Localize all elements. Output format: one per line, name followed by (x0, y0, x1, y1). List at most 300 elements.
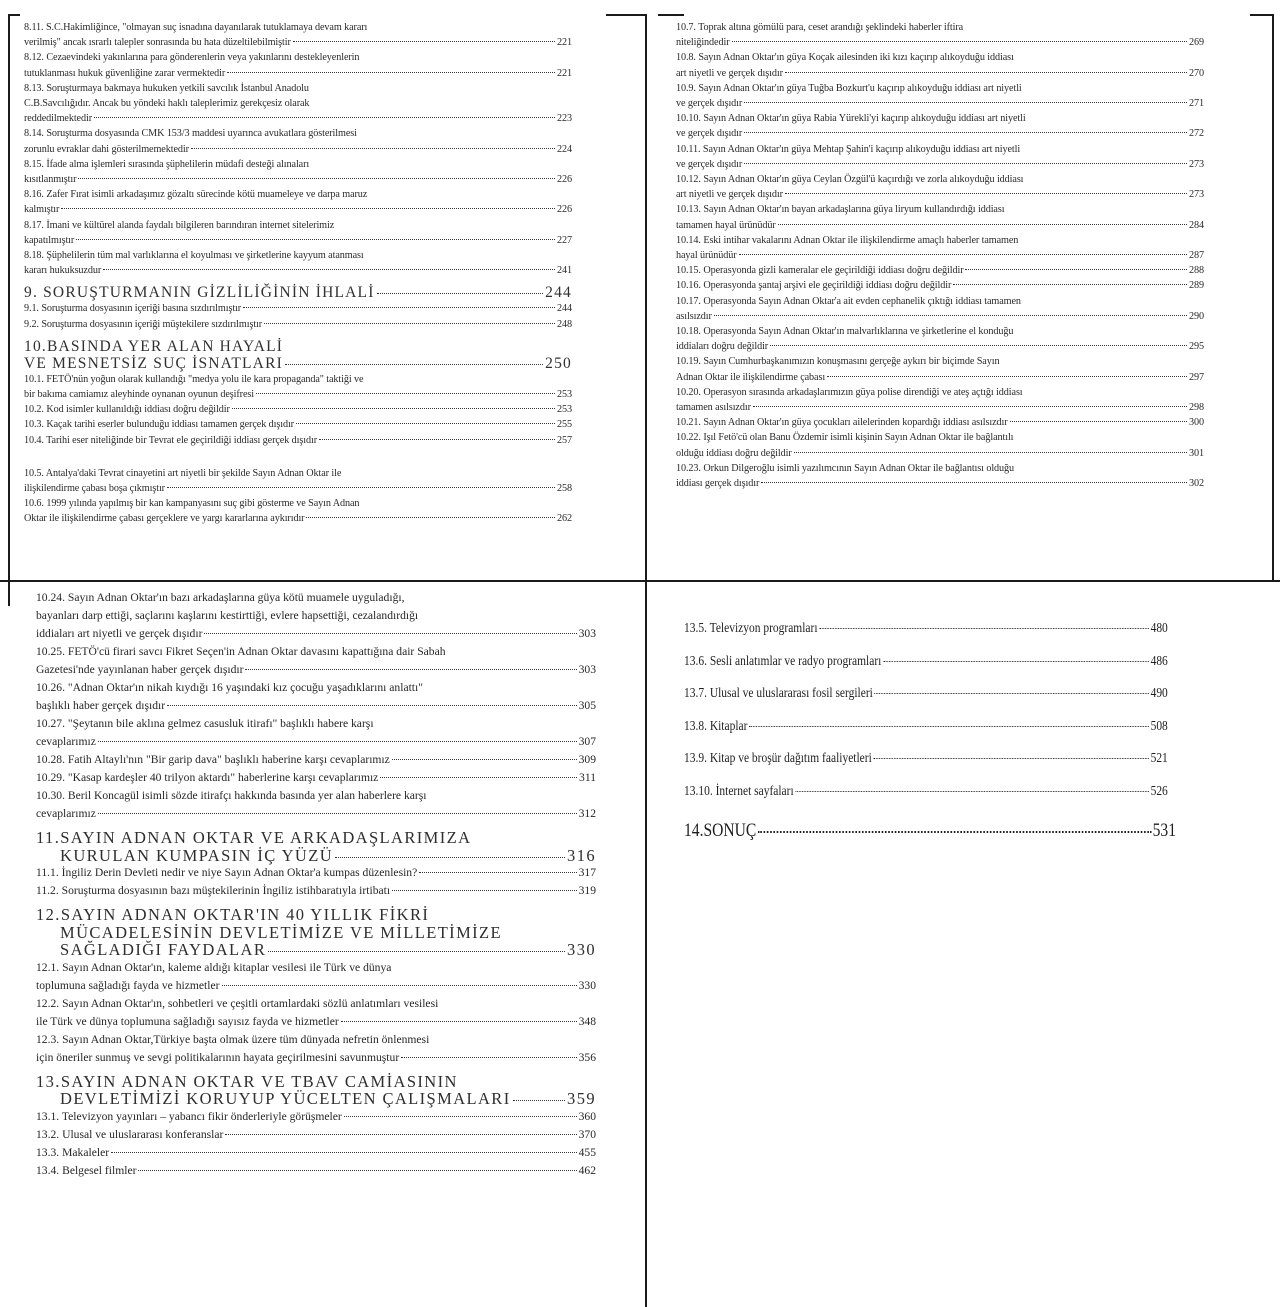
page-number: 303 (578, 663, 596, 676)
entry-title: için öneriler sunmuş ve sevgi politikalarının hayata geçirilmesini savunmuştur (36, 1050, 400, 1064)
toc-entry (36, 864, 596, 882)
entry-title: 13.8. Kitaplar (684, 718, 748, 734)
entry-title-line: 10.27. "Şeytanın bile aklına gelmez casusluk itirafı" başlıklı habere karşı (36, 717, 374, 730)
entry-title-line: 10.22. Işıl Fetö'cü olan Banu Özdemir isimli kişinin Sayın Adnan Oktar ile bağlantılı (676, 432, 1014, 444)
leader-dots (138, 1170, 576, 1171)
entry-title: cevaplarımız (36, 807, 96, 820)
entry-title-line: 10.1. FETÖ'nün yoğun olarak kullandığı "medya yolu ile kara propaganda" taktiği ve (24, 373, 364, 385)
toc-entry (36, 589, 596, 643)
toc-entry (24, 126, 572, 156)
page-number: 356 (578, 1050, 596, 1064)
entry-line (36, 769, 596, 787)
toc-entry (676, 324, 1204, 354)
toc-page-4 (648, 583, 1280, 1307)
page-number: 297 (1189, 371, 1204, 383)
toc-entry (676, 461, 1204, 491)
entry-line (676, 248, 1204, 263)
toc-page-2 (648, 0, 1280, 580)
entry-title: 13.10. İnternet sayfaları (684, 783, 794, 799)
entry-title: cevaplarımız (36, 735, 96, 748)
entry-line (36, 1162, 596, 1180)
entry-line (24, 35, 572, 50)
entry-title: tamamen asılsızdır (676, 402, 751, 414)
entry-title: tutuklanması hukuk güvenliğine zarar vermektedir (24, 67, 226, 79)
toc-entry (36, 1162, 596, 1180)
leader-dots (227, 72, 555, 73)
entry-line (36, 805, 596, 823)
leader-dots (419, 872, 576, 873)
toc-entry (676, 430, 1204, 460)
page-number: 226 (557, 174, 572, 186)
toc-entry (36, 1031, 596, 1067)
leader-dots (78, 178, 555, 179)
page-number: 227 (557, 234, 572, 246)
entry-title: Oktar ile ilişkilendirme çabası gerçeklere ve yargı kararlarına aykırıdır (24, 513, 305, 525)
leader-dots (761, 482, 1187, 483)
toc-list (24, 20, 572, 527)
page-number: 486 (1150, 653, 1168, 669)
toc-entry (676, 50, 1204, 80)
page-number: 270 (1189, 67, 1204, 79)
entry-line (36, 733, 596, 751)
leader-dots (222, 985, 577, 986)
toc-entry (36, 643, 596, 679)
leader-dots (167, 487, 555, 488)
page-number: 359 (567, 1089, 596, 1108)
toc-entry (676, 111, 1204, 141)
page-number: 307 (578, 735, 596, 748)
entry-line (36, 1108, 596, 1126)
page-number: 255 (557, 419, 572, 431)
toc-page-3 (0, 583, 646, 1307)
page-number: 348 (578, 1014, 596, 1028)
leader-dots (739, 254, 1187, 255)
entry-title: ilişkilendirme çabası boşa çıkmıştır (24, 483, 165, 495)
entry-title-line: 10.10. Sayın Adnan Oktar'ın güya Rabia Yürekli'yi kaçırıp alıkoyduğu iddiası art niyetli (676, 113, 1026, 125)
toc-entry (24, 301, 572, 316)
page-number: 224 (557, 143, 572, 155)
entry-title-line: 12.1. Sayın Adnan Oktar'ın, kaleme aldığı kitaplar vesilesi ile Türk ve dünya (36, 960, 392, 974)
toc-page-1 (0, 0, 646, 580)
entry-title: DEVLETİMİZİ KORUYUP YÜCELTEN ÇALIŞMALARI (60, 1089, 511, 1108)
entry-title: VE MESNETSİZ SUÇ İSNATLARI (24, 354, 283, 372)
page-number: 221 (557, 67, 572, 79)
entry-title: niteliğindedir (676, 37, 730, 49)
leader-dots (392, 890, 577, 891)
entry-title-line: 10.24. Sayın Adnan Oktar'ın bazı arkadaşlarına güya kötü muamele uyguladığı, (36, 591, 405, 604)
leader-dots (76, 239, 555, 240)
page-number: 302 (1189, 478, 1204, 490)
entry-line (24, 355, 572, 372)
toc-heading (24, 284, 572, 301)
toc-list (36, 589, 596, 1180)
leader-dots (191, 148, 555, 149)
entry-title-line: 10.9. Sayın Adnan Oktar'ın güya Tuğba Bozkurt'u kaçırıp alıkoyduğu iddiası art niyetli (676, 82, 1022, 94)
page-number: 309 (578, 753, 596, 766)
entry-title-line: 8.15. İfade alma işlemleri sırasında şüphelilerin müdafi desteği alınaları (24, 158, 310, 170)
entry-title: 13.1. Televizyon yayınları – yabancı fikir önderleriyle görüşmeler (36, 1109, 342, 1123)
toc-entry (36, 882, 596, 900)
entry-title-line: 10.6. 1999 yılında yapılmış bir kan kampanyasını suç gibi gösterme ve Sayın Adnan (24, 498, 360, 510)
leader-dots (827, 376, 1187, 377)
entry-title: 10.4. Tarihi eser niteliğinde bir Tevrat ele geçirildiği iddiası gerçek dışıdır (24, 434, 318, 446)
toc-entry (36, 995, 596, 1031)
toc-entry (36, 751, 596, 769)
toc-entry (24, 157, 572, 187)
page-number: 226 (557, 204, 572, 216)
entry-title-line: 8.16. Zafer Fırat isimli arkadaşımız gözaltı sürecinde kötü muameleye ve darpa maruz (24, 189, 368, 201)
leader-dots (285, 364, 543, 365)
page-number: 290 (1189, 310, 1204, 322)
entry-line (24, 172, 572, 187)
leader-dots (513, 1100, 565, 1101)
toc-entry (24, 50, 572, 80)
entry-title: 13.3. Makaleler (36, 1145, 110, 1159)
toc-entry (676, 172, 1204, 202)
leader-dots (965, 269, 1187, 270)
entry-title: 13.6. Sesli anlatımlar ve radyo programları (684, 653, 882, 669)
entry-line (36, 1013, 596, 1031)
entry-title-line: C.B.Savcılığıdır. Ancak bu yöndeki haklı taleplerimiz gerekçesiz olarak (24, 98, 310, 110)
entry-title: 11.2. Soruşturma dosyasının bazı müştekilerinin İngiliz istihbaratıyla irtibatı (36, 884, 391, 897)
toc-entry (24, 218, 572, 248)
toc-heading (24, 338, 572, 372)
leader-dots (98, 813, 577, 814)
entry-title-line: 10.20. Operasyon sırasında arkadaşlarımızın güya polise direndiği ve ateş açtığı iddiası (676, 386, 1023, 398)
page-number: 360 (578, 1109, 596, 1123)
leader-dots (256, 393, 555, 394)
entry-title: KURULAN KUMPASIN İÇ YÜZÜ (60, 845, 334, 865)
entry-title: olduğu iddiası doğru değildir (676, 447, 792, 459)
entry-title: reddedilmektedir (24, 113, 92, 125)
toc-entry (676, 233, 1204, 263)
entry-title-line: 10.25. FETÖ'cü firari savcı Fikret Seçen'in Adnan Oktar davasını kapattığına dair Sabah (36, 645, 446, 658)
entry-title: 13.4. Belgesel filmler (36, 1163, 137, 1177)
leader-dots (883, 661, 1149, 662)
entry-title: ve gerçek dışıdır (676, 158, 743, 170)
entry-title: ile Türk ve dünya toplumuna sağladığı sayısız fayda ve hizmetler (36, 1014, 339, 1028)
entry-title-line: 10.7. Toprak altına gömülü para, ceset arandığı şeklindeki haberler iftira (676, 22, 964, 33)
entry-line (36, 751, 596, 769)
leader-dots (401, 1057, 576, 1058)
entry-line (24, 142, 572, 157)
leader-dots (377, 293, 544, 294)
entry-line (24, 417, 572, 432)
entry-title: zorunlu evraklar dahi gösterilmemektedir (24, 143, 189, 155)
toc-entry (24, 317, 572, 332)
entry-line (36, 1126, 596, 1144)
leader-dots (335, 857, 565, 858)
entry-title-line: 10.5. Antalya'daki Tevrat cinayetini art niyetli bir şekilde Sayın Adnan Oktar ile (24, 467, 342, 479)
entry-title: 9.1. Soruşturma dosyasının içeriği basına sızdırılmıştır (24, 303, 242, 315)
entry-title: bir bakıma camiamız aleyhinde oynanan oyunun deşifresi (24, 389, 254, 401)
entry-title-line: 10.19. Sayın Cumhurbaşkanımızın konuşmasını gerçeğe aykırı bir biçimde Sayın (676, 356, 1000, 368)
toc-entry (676, 20, 1204, 50)
page-number: 273 (1189, 158, 1204, 170)
toc-heading (36, 906, 596, 959)
toc-entry (36, 679, 596, 715)
toc-entry (676, 415, 1204, 430)
entry-title: ve gerçek dışıdır (676, 128, 743, 140)
entry-title-line: 10.14. Eski intihar vakalarını Adnan Oktar ile ilişkilendirme amaçlı haberler tamamen (676, 234, 1019, 246)
leader-dots (744, 163, 1187, 164)
page-number: 480 (1150, 621, 1168, 636)
page-number: 253 (557, 389, 572, 401)
leader-dots (380, 777, 577, 778)
entry-title: tamamen hayal ürünüdür (676, 219, 776, 231)
page-number: 284 (1189, 219, 1204, 231)
toc-entry (676, 263, 1204, 278)
entry-line (676, 96, 1204, 111)
entry-title: verilmiş" ancak ısrarlı talepler sonrasında bu hata düzeltilebilmiştir (24, 37, 291, 49)
page-number: 330 (567, 940, 596, 959)
page-number: 312 (578, 807, 596, 820)
entry-title: 13.5. Televizyon programları (684, 621, 818, 636)
entry-title-line: 8.12. Cezaevindeki yakınlarına para gönderenlerin veya yakınlarını destekleyenlerin (24, 52, 360, 64)
entry-line (676, 263, 1204, 278)
entry-line (24, 317, 572, 332)
page-number: 300 (1189, 417, 1204, 429)
entry-line (676, 187, 1204, 202)
toc-entry (676, 81, 1204, 111)
entry-line (36, 1090, 596, 1108)
leader-dots (98, 741, 577, 742)
leader-dots (744, 102, 1187, 103)
entry-line (676, 339, 1204, 354)
leader-dots (753, 406, 1187, 407)
horizontal-divider (0, 580, 1280, 582)
entry-title-line: 8.18. Şüphelilerin tüm mal varlıklarına el koyulması ve şirketlerine kayyum atanması (24, 250, 364, 262)
page-number: 508 (1150, 718, 1168, 734)
entry-title-line: 12.3. Sayın Adnan Oktar,Türkiye başta olmak üzere tüm dünyada nefretin önlenmesi (36, 1032, 430, 1046)
entry-title-line: 8.11. S.C.Hakimliğince, "olmayan suç isnadına dayanılarak tutuklamaya devam kararı (24, 22, 368, 33)
page-number: 298 (1189, 402, 1204, 414)
entry-title-line: 10.17. Operasyonda Sayın Adnan Oktar'a ait evden cephanelik çıktığı iddiası tamamen (676, 295, 1021, 307)
entry-line (36, 864, 596, 882)
entry-title: 9. SORUŞTURMANIN GİZLİLİĞİNİN İHLALİ (24, 284, 375, 302)
toc-entry (684, 613, 1168, 646)
toc-entry (36, 959, 596, 995)
entry-title-line: 10.12. Sayın Adnan Oktar'ın güya Ceylan Özgül'ü kaçırdığı ve zorla alıkoyduğu iddiası (676, 174, 1024, 186)
leader-dots (873, 758, 1149, 759)
toc-entry (24, 433, 572, 448)
leader-dots (264, 323, 555, 324)
entry-line (36, 625, 596, 643)
entry-line (24, 433, 572, 448)
entry-line (24, 66, 572, 81)
page-number: 241 (557, 265, 572, 277)
leader-dots (749, 726, 1149, 727)
page-number: 455 (578, 1145, 596, 1159)
entry-title-line: 8.17. İmani ve kültürel alanda faydalı bilgileren barındıran internet sitelerimiz (24, 219, 335, 231)
entry-title: asılsızdır (676, 310, 712, 322)
toc-entry (24, 187, 572, 217)
toc-entry (24, 402, 572, 417)
entry-title: SAĞLADIĞI FAYDALAR (60, 940, 267, 959)
entry-line (24, 481, 572, 496)
entry-title: 11.1. İngiliz Derin Devleti nedir ve niye Sayın Adnan Oktar'a kumpas düzenlesin? (36, 866, 418, 879)
toc-entry (684, 743, 1168, 776)
leader-dots (167, 705, 577, 706)
entry-title-line: 8.14. Soruşturma dosyasında CMK 153/3 maddesi uyarınca avukatlara gösterilmesi (24, 128, 357, 140)
leader-dots (111, 1152, 577, 1153)
entry-line (36, 882, 596, 900)
entry-title-line: 10.23. Orkun Dilgeroğlu isimli yazılımcının Sayın Adnan Oktar ile bağlantısı olduğu (676, 462, 1015, 474)
entry-title: hayal ürünüdür (676, 250, 737, 262)
page-number: 295 (1189, 341, 1204, 353)
entry-title: 13.2. Ulusal ve uluslararası konferanslar (36, 1127, 224, 1141)
page-number: 253 (557, 404, 572, 416)
entry-title-line: 10.BASINDA YER ALAN HAYALİ (24, 337, 284, 355)
toc-entry (684, 776, 1168, 809)
leader-dots (232, 408, 555, 409)
page-number: 303 (578, 627, 596, 640)
entry-title: kapatılmıştır (24, 234, 75, 246)
entry-line (36, 941, 596, 959)
toc-entry (24, 496, 572, 526)
entry-title-line: 11.SAYIN ADNAN OKTAR VE ARKADAŞLARIMIZA (36, 828, 472, 847)
leader-dots (744, 132, 1187, 133)
toc-entry (36, 1108, 596, 1126)
page-number: 269 (1189, 37, 1204, 49)
leader-dots (225, 1134, 576, 1135)
entry-line (676, 370, 1204, 385)
entry-line (36, 661, 596, 679)
entry-title: 10.29. "Kasap kardeşler 40 trilyon aktardı" haberlerine karşı cevaplarımız (36, 771, 379, 784)
entry-title: 14.SONUÇ (684, 820, 757, 841)
page-number: 462 (578, 1163, 596, 1177)
entry-line (36, 1049, 596, 1067)
page-number: 287 (1189, 250, 1204, 262)
toc-entry (676, 385, 1204, 415)
entry-line (24, 233, 572, 248)
leader-dots (1010, 421, 1187, 422)
toc-entry (24, 248, 572, 278)
entry-title: kısıtlanmıştır (24, 174, 77, 186)
page-number: 370 (578, 1127, 596, 1141)
entry-title: Gazetesi'nde yayınlanan haber gerçek dışıdır (36, 663, 244, 676)
page-number: 317 (578, 866, 596, 879)
leader-dots (341, 1021, 577, 1022)
entry-title-line: 12.2. Sayın Adnan Oktar'ın, sohbetleri ve çeşitli ortamlardaki sözlü anlatımları vesilesi (36, 996, 439, 1010)
entry-line (36, 1144, 596, 1162)
leader-dots (94, 117, 555, 118)
entry-title: 10.16. Operasyonda şantaj arşivi ele geçirildiği iddiası doğru değildir (676, 280, 952, 292)
entry-title-line: bayanları darp ettiği, saçlarını kaşlarını kestirttiği, evlere hapsettiği, cezalandırdığı (36, 609, 419, 622)
entry-line (676, 446, 1204, 461)
toc-entry (24, 81, 572, 127)
leader-dots (714, 315, 1187, 316)
toc-heading (36, 829, 596, 864)
toc-entry (36, 715, 596, 751)
entry-line (676, 66, 1204, 81)
entry-title-line: 13.SAYIN ADNAN OKTAR VE TBAV CAMİASININ (36, 1071, 458, 1091)
leader-dots (103, 269, 555, 270)
entry-title: 13.7. Ulusal ve uluslararası fosil sergileri (684, 686, 873, 701)
toc-entry (676, 294, 1204, 324)
page-number: 248 (557, 318, 572, 330)
toc-entry (36, 769, 596, 787)
toc-entry (676, 142, 1204, 172)
entry-title: ve gerçek dışıdır (676, 98, 743, 110)
toc-entry (24, 466, 572, 496)
leader-dots (344, 1116, 577, 1117)
page-number: 531 (1152, 820, 1176, 841)
entry-line (24, 284, 572, 301)
page-number: 257 (557, 434, 572, 446)
leader-dots (296, 423, 555, 424)
entry-line (676, 309, 1204, 324)
toc-entry (676, 202, 1204, 232)
leader-dots (306, 517, 555, 518)
entry-line (24, 387, 572, 402)
toc-heading-conclusion (684, 818, 1176, 844)
entry-line (24, 511, 572, 526)
toc-entry (36, 787, 596, 823)
entry-line (676, 126, 1204, 141)
leader-dots (243, 307, 555, 308)
leader-dots (61, 208, 555, 209)
entry-title: Adnan Oktar ile ilişkilendirme çabası (676, 371, 826, 383)
leader-dots (245, 669, 576, 670)
entry-title: iddiası gerçek dışıdır (676, 478, 760, 490)
entry-title: toplumuna sağladığı fayda ve hizmetler (36, 978, 220, 992)
page-number: 288 (1189, 265, 1204, 277)
entry-title: iddiaları doğru değildir (676, 341, 769, 353)
entry-line (24, 111, 572, 126)
leader-dots (770, 345, 1187, 346)
toc-entry (24, 417, 572, 432)
entry-line (676, 157, 1204, 172)
entry-title: 10.15. Operasyonda gizli kameralar ele geçirildiği iddiası doğru değildir (676, 265, 964, 277)
page-number: 289 (1189, 280, 1204, 292)
leader-dots (319, 439, 555, 440)
entry-title-line: 12.SAYIN ADNAN OKTAR'IN 40 YILLIK FİKRİ (36, 905, 430, 924)
leader-dots (392, 759, 577, 760)
toc-entry (684, 678, 1168, 711)
entry-title: 10.21. Sayın Adnan Oktar'ın güya çocukları ailelerinden kopardığı iddiası asılsızdır (676, 417, 1008, 429)
entry-title: 10.28. Fatih Altaylı'nın "Bir garip dava" başlıklı haberine karşı cevaplarımız (36, 753, 390, 766)
toc-list (684, 613, 1244, 844)
entry-title-line: 10.13. Sayın Adnan Oktar'ın bayan arkadaşlarına güya liryum kullandırdığı iddiası (676, 204, 1005, 216)
entry-line (24, 202, 572, 217)
page-number: 305 (578, 699, 596, 712)
entry-line (676, 400, 1204, 415)
entry-title: 10.3. Kaçak tarihi eserler bulunduğu iddiası tamamen gerçek dışıdır (24, 419, 294, 431)
page-number: 244 (557, 303, 572, 315)
toc-list (676, 20, 1204, 491)
entry-line (24, 301, 572, 316)
toc-entry (24, 372, 572, 402)
entry-title-line: 8.13. Soruşturmaya bakmaya hukuken yetkili savcılık İstanbul Anadolu (24, 82, 309, 94)
entry-line (24, 263, 572, 278)
entry-line (36, 977, 596, 995)
page-number: 330 (578, 978, 596, 992)
page-number: 244 (545, 284, 572, 302)
leader-dots (778, 224, 1187, 225)
entry-line (676, 476, 1204, 491)
page-number: 316 (567, 845, 596, 865)
entry-line (676, 35, 1204, 50)
toc-entry (24, 20, 572, 50)
leader-dots (758, 831, 1151, 833)
leader-dots (819, 628, 1149, 629)
entry-title: kalmıştır (24, 204, 60, 216)
entry-title: 9.2. Soruşturma dosyasının içeriği müştekilere sızdırılmıştır (24, 318, 263, 330)
leader-dots (268, 951, 565, 952)
entry-line (36, 697, 596, 715)
toc-heading (36, 1073, 596, 1108)
